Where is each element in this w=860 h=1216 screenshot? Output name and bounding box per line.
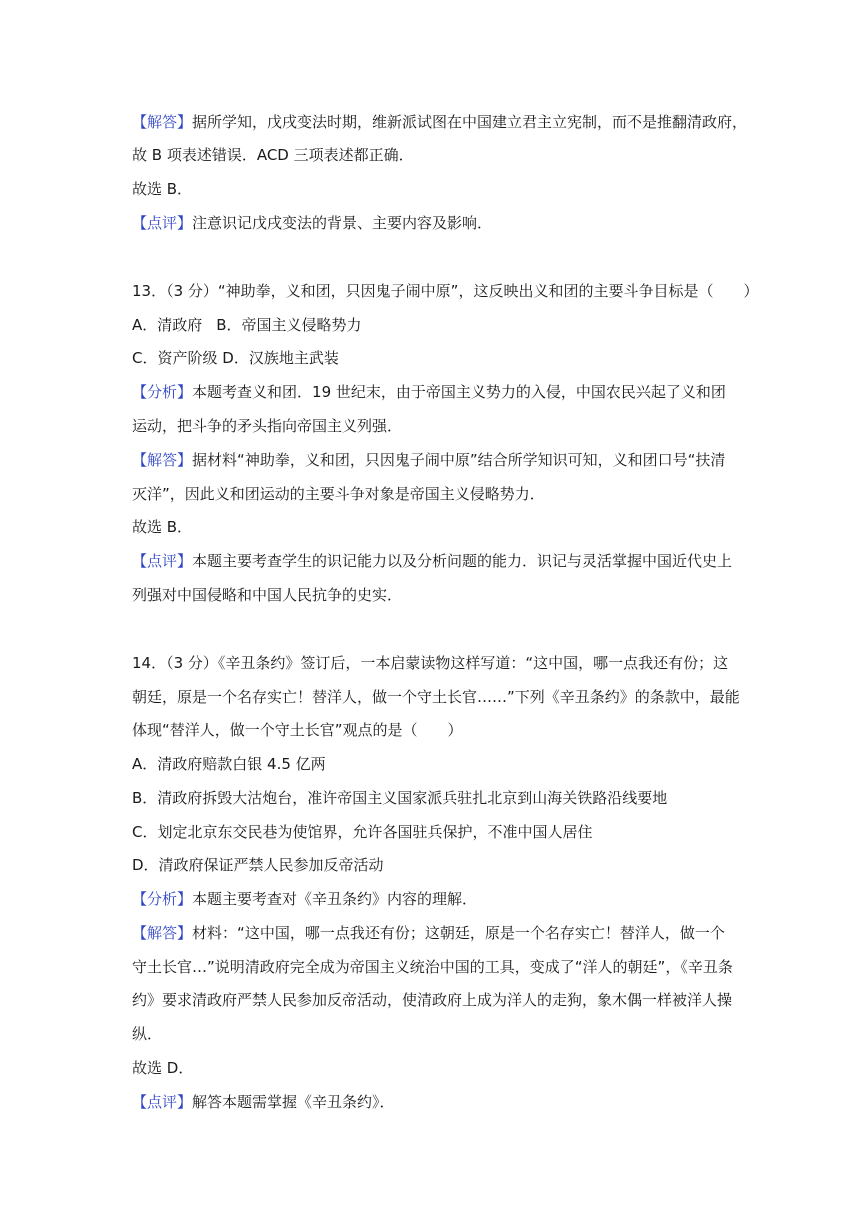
q12-answer-line-2: 故 B 项表述错误．ACD 三项表述都正确． xyxy=(132,146,414,164)
answer-tag: 【解答】 xyxy=(132,924,193,942)
q14-comment: 【点评】解答本题需掌握《辛丑条约》． xyxy=(132,1093,395,1111)
q14-answer-line-1: 【解答】材料：“这中国，哪一点我还有份；这朝廷，原是一个名存实亡！替洋人，做一个 xyxy=(132,924,725,942)
q13-stem: 13．（3 分）“神助拳，义和团，只因鬼子闹中原”，这反映出义和团的主要斗争目标是（ ） xyxy=(132,282,759,300)
q13-option-a: A．清政府 xyxy=(132,316,203,334)
q14-option-a: A．清政府赔款白银 4.5 亿两 xyxy=(132,755,326,773)
q12-answer-line-1: 【解答】据所学知，戊戌变法时期，维新派试图在中国建立君主立宪制，而不是推翻清政府， xyxy=(132,113,748,131)
q13-option-b: B．帝国主义侵略势力 xyxy=(216,316,362,334)
q14-option-c: C．划定北京东交民巷为使馆界，允许各国驻兵保护，不准中国人居住 xyxy=(132,823,593,841)
answer-tag: 【解答】 xyxy=(132,113,193,131)
comment-tag: 【点评】 xyxy=(132,214,193,232)
q13-choice: 故选 B． xyxy=(132,518,193,536)
q13-answer-line-1: 【解答】据材料“神助拳，义和团，只因鬼子闹中原”结合所学知识可知，义和团口号“扶清 xyxy=(132,451,726,469)
q14-stem-line-3: 体现“替洋人，做一个守土长官”观点的是（ ） xyxy=(132,721,463,739)
answer-tag: 【解答】 xyxy=(132,451,193,469)
q13-option-d: D．汉族地主武装 xyxy=(222,349,339,367)
q13-options-row-2 xyxy=(132,348,732,368)
q13-analysis-line-2: 运动，把斗争的矛头指向帝国主义列强． xyxy=(132,417,403,435)
q14-option-b: B．清政府拆毁大沽炮台，准许帝国主义国家派兵驻扎北京到山海关铁路沿线要地 xyxy=(132,789,668,807)
q14-answer-line-4: 纵． xyxy=(132,1025,163,1043)
q13-answer-line-2: 灭洋”，因此义和团运动的主要斗争对象是帝国主义侵略势力． xyxy=(132,485,545,503)
q14-option-d: D．清政府保证严禁人民参加反帝活动 xyxy=(132,856,384,874)
comment-tag: 【点评】 xyxy=(132,552,193,570)
q13-comment-line-2: 列强对中国侵略和中国人民抗争的史实． xyxy=(132,586,403,604)
q13-option-c: C．资产阶级 xyxy=(132,349,218,367)
q14-stem-line-2: 朝廷，原是一个名存实亡！替洋人，做一个守土长官……”下列《辛丑条约》的条款中，最能 xyxy=(132,688,740,706)
q14-answer-line-3: 约》要求清政府严禁人民参加反帝活动，使清政府上成为洋人的走狗，象木偶一样被洋人操 xyxy=(132,991,733,1009)
q13-options-row-1 xyxy=(132,315,732,335)
q12-comment: 【点评】注意识记戊戌变法的背景、主要内容及影响． xyxy=(132,214,493,232)
analysis-tag: 【分析】 xyxy=(132,383,193,401)
q13-comment-line-1: 【点评】本题主要考查学生的识记能力以及分析问题的能力．识记与灵活掌握中国近代史上 xyxy=(132,552,733,570)
q14-stem-line-1: 14．（3 分）《辛丑条约》签订后，一本启蒙读物这样写道：“这中国，哪一点我还有份；这 xyxy=(132,654,729,672)
q14-analysis: 【分析】本题主要考查对《辛丑条约》内容的理解． xyxy=(132,890,478,908)
q13-analysis-line-1: 【分析】本题考查义和团．19 世纪末，由于帝国主义势力的入侵，中国农民兴起了义和团 xyxy=(132,383,726,401)
q14-choice: 故选 D． xyxy=(132,1059,194,1077)
comment-tag: 【点评】 xyxy=(132,1093,193,1111)
analysis-tag: 【分析】 xyxy=(132,890,193,908)
q14-answer-line-2: 守土长官…”说明清政府完全成为帝国主义统治中国的工具，变成了“洋人的朝廷”，《辛丑条 xyxy=(132,958,733,976)
q12-choice: 故选 B． xyxy=(132,180,193,198)
